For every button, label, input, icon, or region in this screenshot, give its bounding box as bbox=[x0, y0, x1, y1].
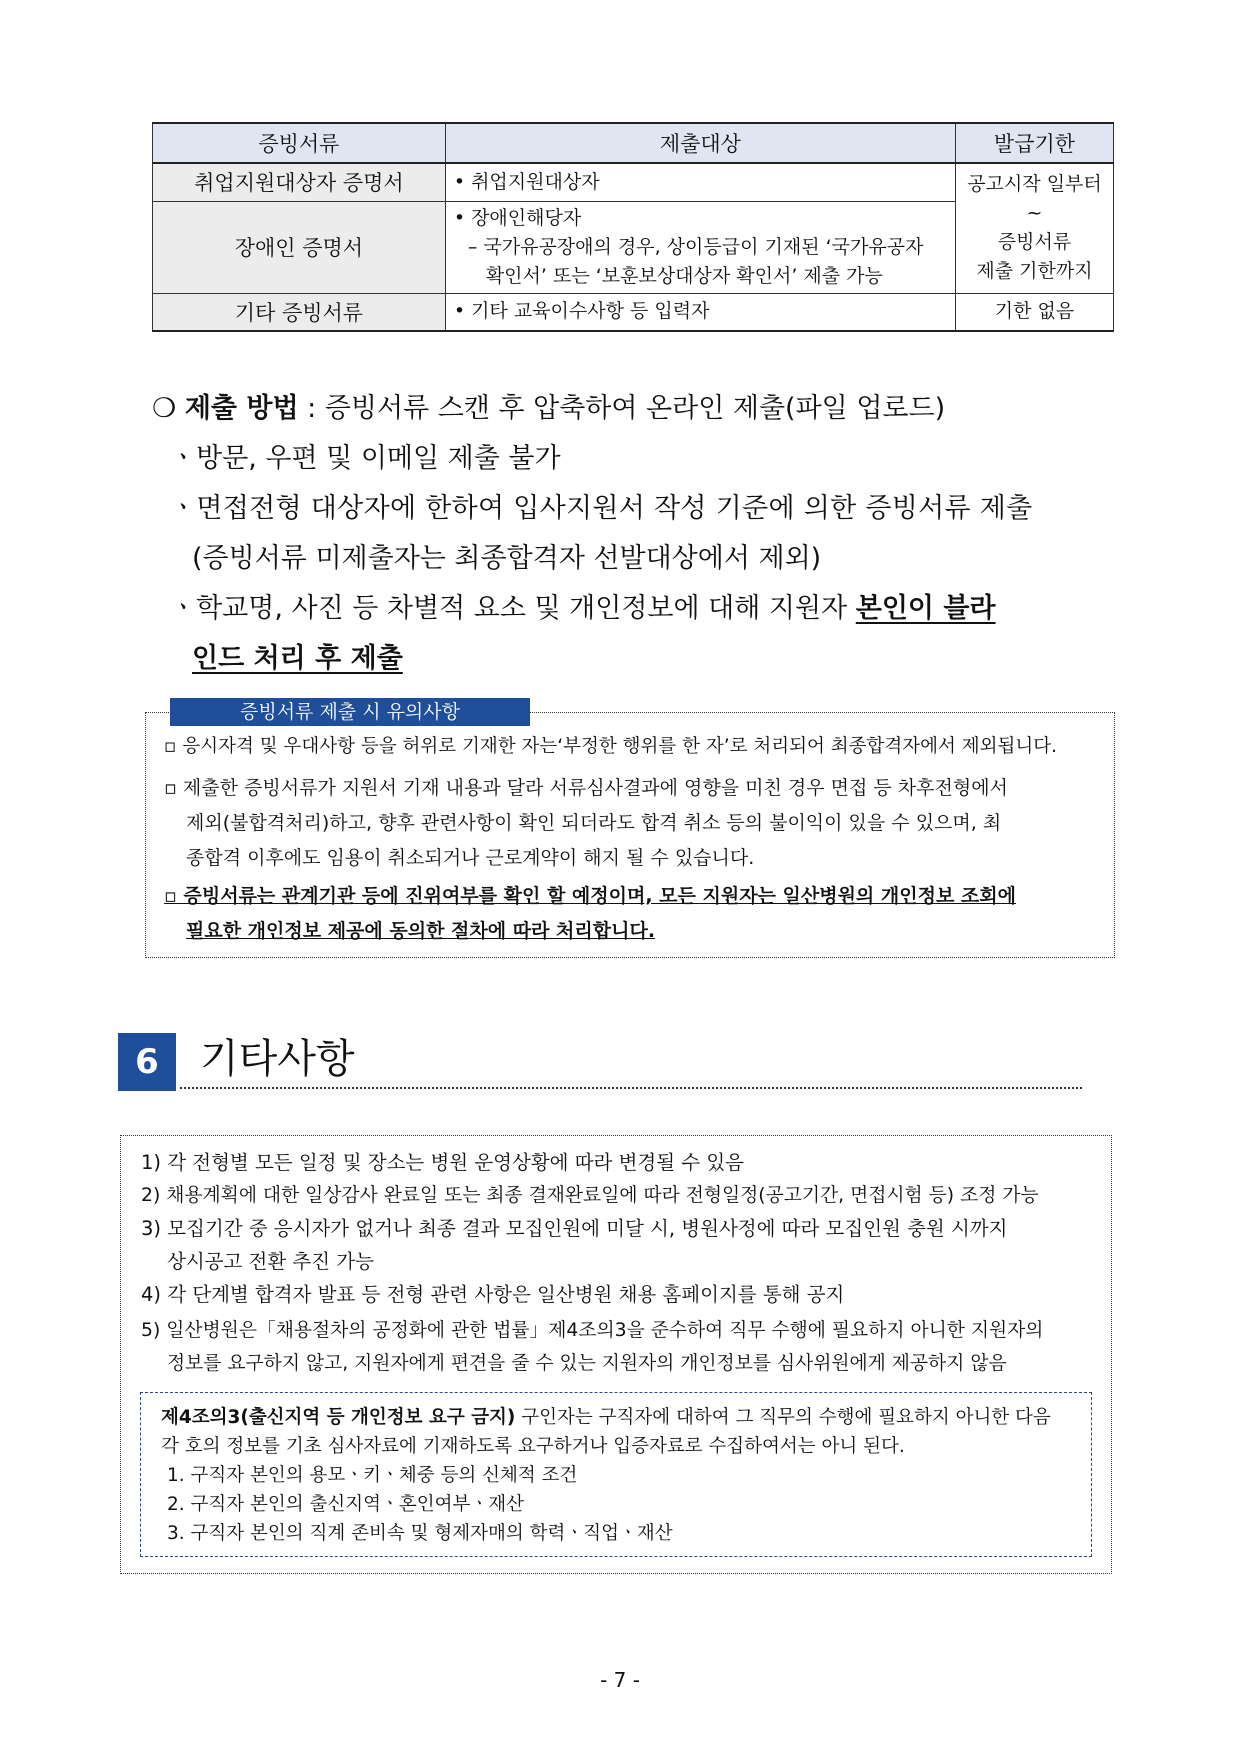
notice-line: ▫ 제출한 증빙서류가 지원서 기재 내용과 달라 서류심사결과에 영향을 미친 경우 면접 등 차후전형에서 bbox=[164, 771, 1104, 806]
deadline-line: 제출 기한까지 bbox=[976, 260, 1093, 283]
law-clause: 2. 구직자 본인의 출신지역ㆍ혼인여부ㆍ재산 bbox=[167, 1494, 524, 1515]
documents-table bbox=[152, 122, 1114, 332]
list-item: 정보를 요구하지 않고, 지원자에게 편견을 줄 수 있는 지원자의 개인정보를 심사위원에게 제공하지 않음 bbox=[167, 1353, 1007, 1374]
notice-line: 필요한 개인정보 제공에 동의한 절차에 따라 처리합니다. bbox=[186, 920, 656, 942]
submission-item: ㆍ면접전형 대상자에 한하여 입사지원서 작성 기준에 의한 증빙서류 제출 bbox=[170, 493, 1033, 524]
title-divider bbox=[180, 1087, 1082, 1089]
table-row bbox=[153, 163, 1114, 201]
submission-heading-line bbox=[152, 384, 1112, 434]
target-cell bbox=[445, 163, 955, 201]
header-doc: 증빙서류 bbox=[153, 123, 446, 163]
target-item: • 기타 교육이수사항 등 입력자 bbox=[454, 300, 710, 322]
target-note: 확인서’ 또는 ‘보훈보상대상자 확인서’ 제출 가능 bbox=[485, 264, 883, 287]
submission-item: ㆍ학교명, 사진 등 차별적 요소 및 개인정보에 대해 지원자 본인이 블라 bbox=[170, 593, 996, 624]
deadline-line: 공고시작 일부터 bbox=[967, 173, 1102, 196]
law-text: 각 호의 정보를 기초 심사자료에 기재하도록 요구하거나 입증자료로 수집하여서는 아니 된다. bbox=[161, 1436, 905, 1457]
target-item: • 장애인해당자 bbox=[454, 204, 947, 233]
doc-cell: 취업지원대상자 증명서 bbox=[153, 163, 446, 201]
header-deadline: 발급기한 bbox=[956, 123, 1114, 163]
section-title: 기타사항 bbox=[200, 1036, 355, 1082]
deadline-cell bbox=[956, 163, 1114, 293]
table-header-row bbox=[153, 123, 1114, 163]
deadline-cell: 기한 없음 bbox=[956, 293, 1114, 331]
target-note: – 국가유공장애의 경우, 상이등급이 기재된 ‘국가유공자 bbox=[467, 235, 924, 258]
deadline-line: 증빙서류 bbox=[997, 231, 1072, 254]
submission-item: 인드 처리 후 제출 bbox=[192, 643, 403, 674]
list-item: 5) 일산병원은「채용절차의 공정화에 관한 법률」제4조의3을 준수하여 직무 수행에 필요하지 아니한 지원자의 bbox=[141, 1320, 1044, 1341]
notice-line: 제외(불합격처리)하고, 향후 관련사항이 확인 되더라도 합격 취소 등의 불이익이 있을 수 있으며, 최 bbox=[186, 812, 1002, 834]
submission-item: (증빙서류 미제출자는 최종합격자 선발대상에서 제외) bbox=[192, 543, 822, 574]
law-clause: 1. 구직자 본인의 용모ㆍ키ㆍ체중 등의 신체적 조건 bbox=[167, 1465, 578, 1486]
notice-line: ▫ 증빙서류는 관계기관 등에 진위여부를 확인 할 예정이며, 모든 지원자는 일산병원의 개인정보 조회에 bbox=[164, 879, 1104, 914]
list-item: 4) 각 단계별 합격자 발표 등 전형 관련 사항은 일산병원 채용 홈페이지를 통해 공지 bbox=[141, 1283, 845, 1306]
notice-tab: 증빙서류 제출 시 유의사항 bbox=[170, 698, 530, 726]
submission-heading: 제출 방법 bbox=[184, 393, 299, 424]
law-title: 제4조의3(출신지역 등 개인정보 요구 금지) bbox=[161, 1407, 516, 1428]
list-item: 3) 모집기간 중 응시자가 없거나 최종 결과 모집인원에 미달 시, 병원사정에 따라 모집인원 충원 시까지 bbox=[141, 1217, 1008, 1240]
circle-bullet-icon: ❍ bbox=[152, 393, 177, 424]
law-clause: 3. 구직자 본인의 직계 존비속 및 형제자매의 학력ㆍ직업ㆍ재산 bbox=[167, 1523, 673, 1544]
table-row bbox=[153, 293, 1114, 331]
section-number-badge: 6 bbox=[118, 1033, 176, 1091]
submission-item: ㆍ방문, 우편 및 이메일 제출 불가 bbox=[170, 443, 561, 474]
notice-line: 종합격 이후에도 임용이 취소되거나 근로계약이 해지 될 수 있습니다. bbox=[186, 847, 755, 869]
list-item: 2) 채용계획에 대한 일상감사 완료일 또는 최종 결재완료일에 따라 전형일정(공고기간, 면접시험 등) 조정 가능 bbox=[141, 1185, 1039, 1206]
doc-cell: 장애인 증명서 bbox=[153, 201, 446, 293]
list-item: 1) 각 전형별 모든 일정 및 장소는 병원 운영상황에 따라 변경될 수 있음 bbox=[141, 1151, 744, 1174]
target-cell bbox=[445, 293, 955, 331]
page-number: - 7 - bbox=[600, 1668, 640, 1692]
law-text: 제4조의3(출신지역 등 개인정보 요구 금지) 구인자는 구직자에 대하여 그 직무의 수행에 필요하지 아니한 다음 bbox=[161, 1407, 1051, 1428]
deadline-line: ~ bbox=[1026, 202, 1043, 225]
notice-box bbox=[145, 712, 1115, 958]
list-item: 상시공고 전환 추진 가능 bbox=[167, 1250, 374, 1273]
notice-line: ▫ 응시자격 및 우대사항 등을 허위로 기재한 자는‘부정한 행위를 한 자’로 처리되어 최종합격자에서 제외됩니다. bbox=[164, 729, 1104, 764]
target-cell bbox=[445, 201, 955, 293]
law-excerpt-box bbox=[140, 1392, 1092, 1557]
header-target: 제출대상 bbox=[445, 123, 955, 163]
doc-cell: 기타 증빙서류 bbox=[153, 293, 446, 331]
target-item: • 취업지원대상자 bbox=[454, 171, 600, 193]
submission-summary: : 증빙서류 스캔 후 압축하여 온라인 제출(파일 업로드) bbox=[307, 393, 946, 424]
